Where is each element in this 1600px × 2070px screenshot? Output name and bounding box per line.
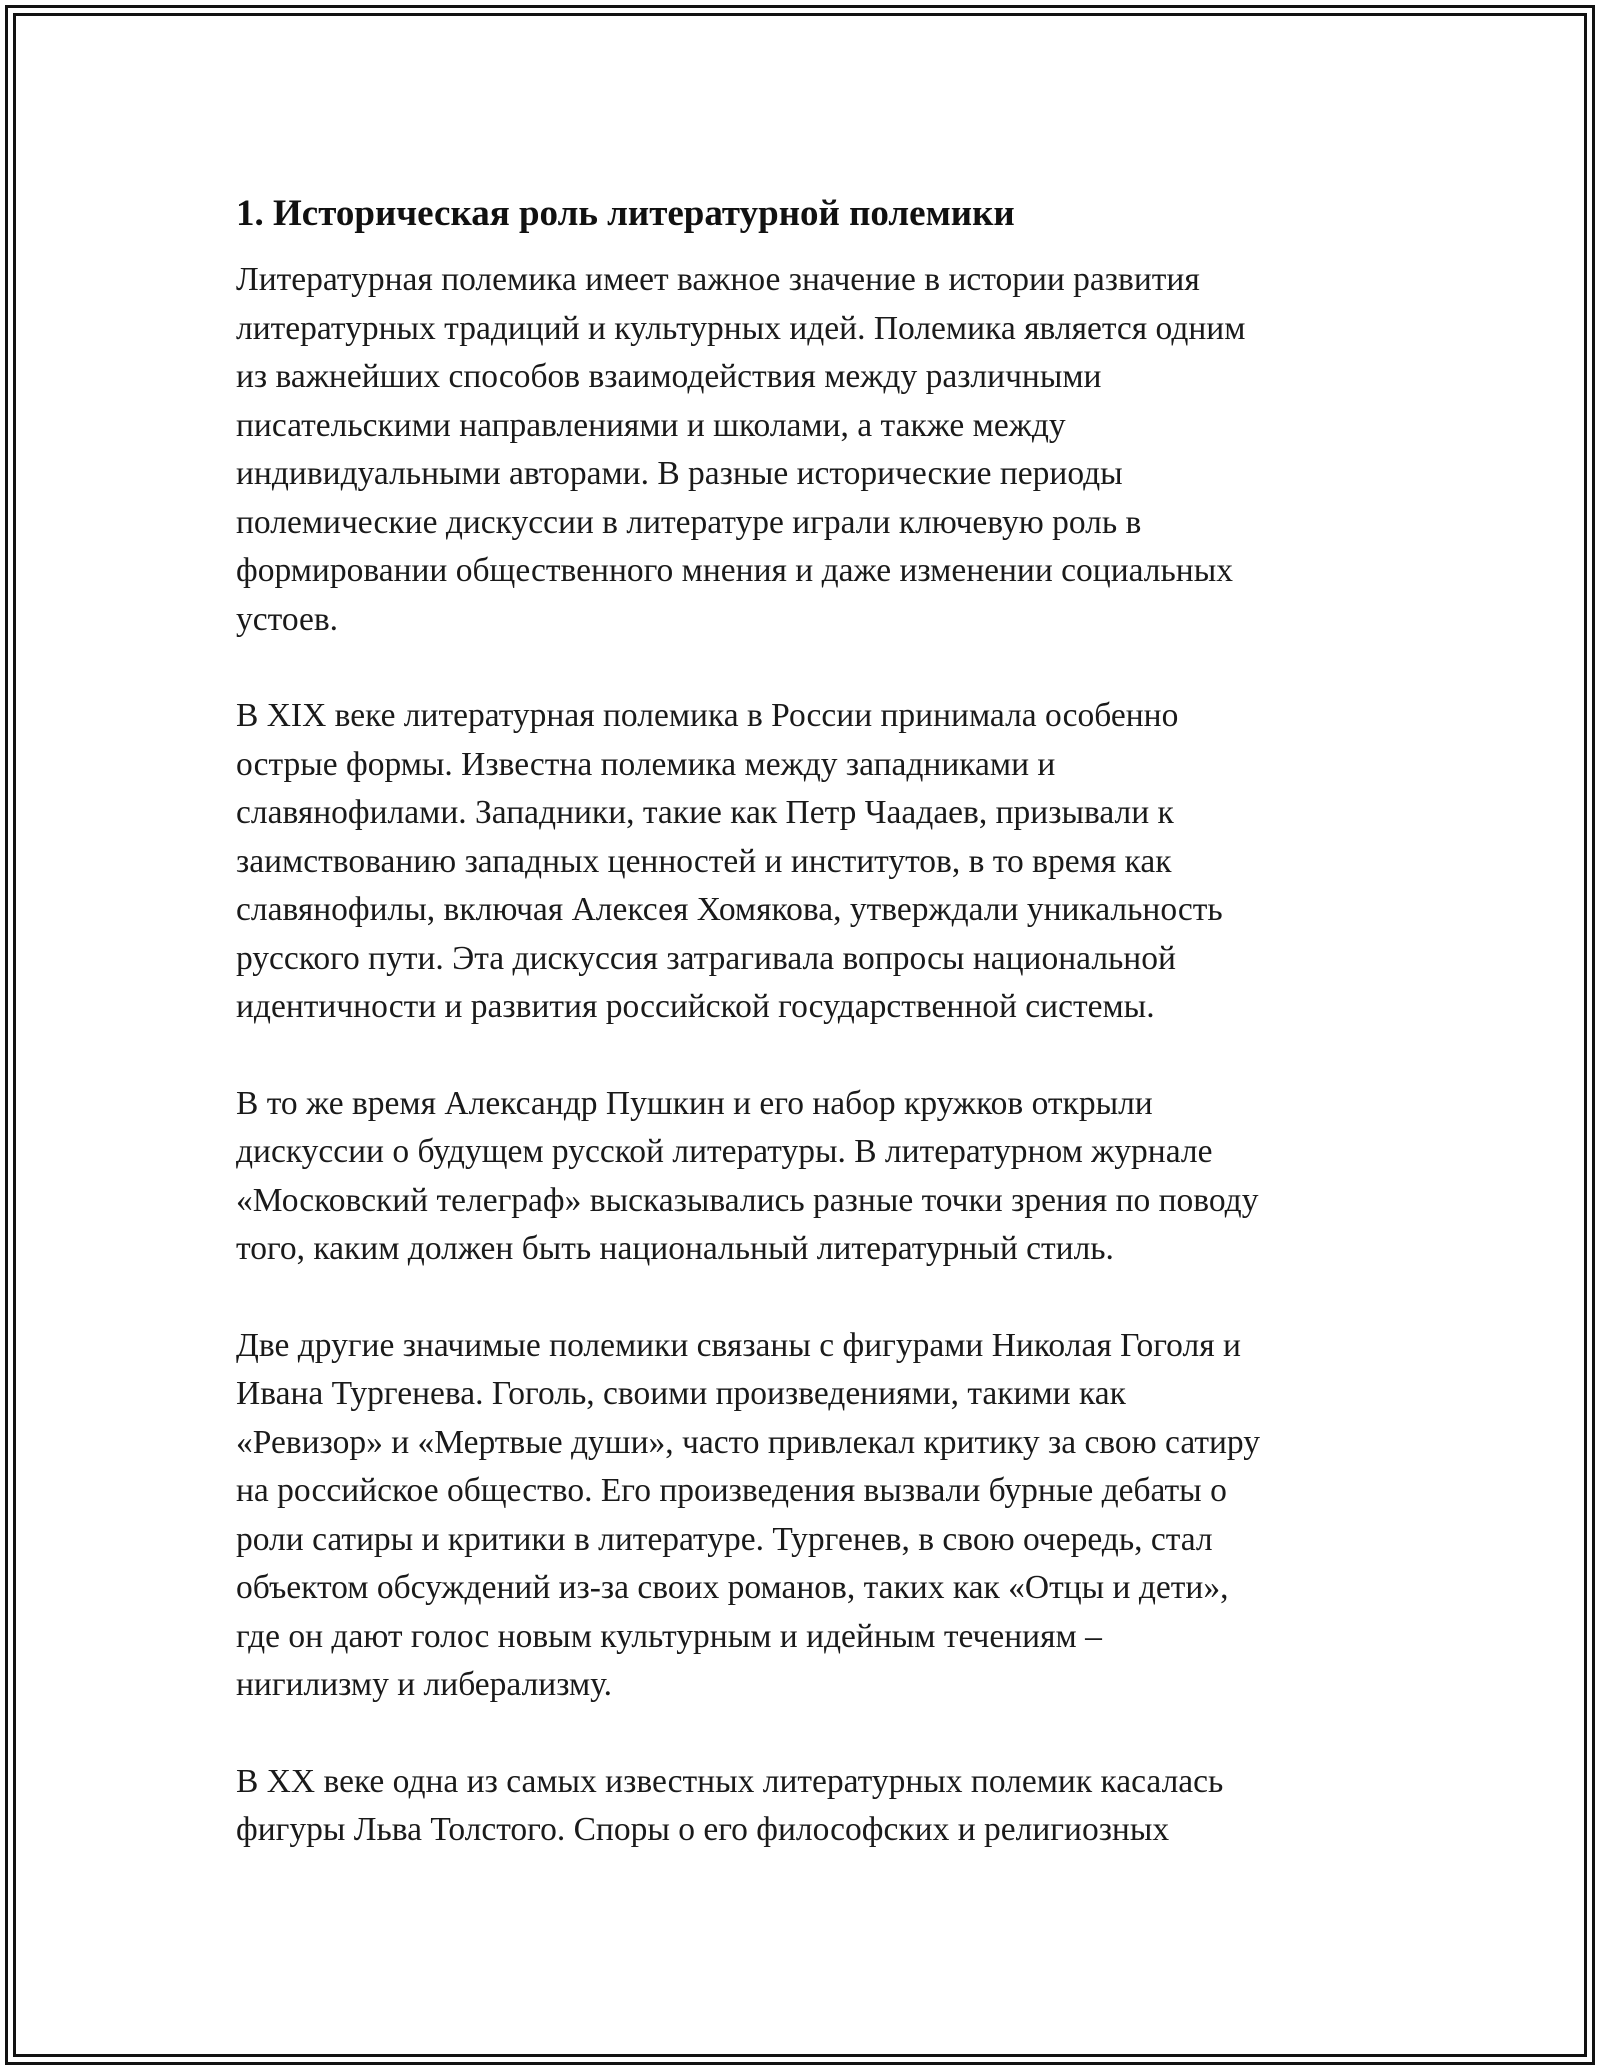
paragraph-line: формировании общественного мнения и даже изменении социальных: [236, 552, 1233, 589]
paragraph-2: [236, 692, 1386, 1032]
paragraph-line: литературных традиций и культурных идей. Полемика является одним: [236, 309, 1246, 347]
paragraph-line: где он дают голос новым культурным и идейным течениям –: [236, 1617, 1102, 1655]
paragraph-line: славянофилы, включая Алексея Хомякова, утверждали уникальность: [236, 891, 1223, 928]
paragraph-list: [236, 256, 1386, 1855]
paragraph-line: идентичности и развития российской государственной системы.: [236, 988, 1155, 1025]
paragraph-line: Литературная полемика имеет важное значение в истории развития: [236, 261, 1200, 298]
paragraph-line: Ивана Тургенева. Гоголь, своими произведениями, такими как: [236, 1375, 1126, 1412]
paragraph-line: В то же время Александр Пушкин и его набор кружков открыли: [236, 1084, 1153, 1122]
paragraph-line: славянофилами. Западники, такие как Петр Чаадаев, призывали к: [236, 794, 1174, 831]
paragraph-line: на российское общество. Его произведения вызвали бурные дебаты о: [236, 1472, 1227, 1509]
paragraph-line: русского пути. Эта дискуссия затрагивала вопросы национальной: [236, 939, 1176, 977]
paragraph-line: индивидуальными авторами. В разные исторические периоды: [236, 455, 1123, 492]
paragraph-line: В XX веке одна из самых известных литературных полемик касалась: [236, 1762, 1224, 1800]
paragraph-line: фигуры Льва Толстого. Споры о его философских и религиозных: [236, 1811, 1170, 1848]
section-heading: 1. Историческая роль литературной полемики: [236, 193, 1015, 234]
paragraph-5: [236, 1758, 1386, 1855]
paragraph-line: писательскими направлениями и школами, а также между: [236, 406, 1066, 444]
paragraph-line: заимствованию западных ценностей и институтов, в то время как: [236, 842, 1172, 880]
paragraph-line: Две другие значимые полемики связаны с фигурами Николая Гоголя и: [236, 1326, 1241, 1364]
paragraph-line: из важнейших способов взаимодействия между различными: [236, 358, 1102, 395]
paragraph-3: [236, 1080, 1386, 1274]
paragraph-line: устоев.: [236, 600, 339, 638]
paragraph-1: [236, 256, 1386, 644]
paragraph-line: дискуссии о будущем русской литературы. В литературном журнале: [236, 1133, 1213, 1170]
paragraph-line: того, каким должен быть национальный литературный стиль.: [236, 1230, 1114, 1267]
paragraph-line: «Ревизор» и «Мертвые души», часто привлекал критику за свою сатиру: [236, 1423, 1260, 1461]
paragraph-line: нигилизму и либерализму.: [236, 1666, 612, 1703]
paragraph-line: «Московский телеграф» высказывались разные точки зрения по поводу: [236, 1181, 1259, 1219]
paragraph-4: [236, 1322, 1386, 1710]
paragraph-line: объектом обсуждений из-за своих романов, таких как «Отцы и дети»,: [236, 1569, 1229, 1606]
paragraph-line: В XIX веке литературная полемика в России принимала особенно: [236, 697, 1179, 734]
paragraph-line: роли сатиры и критики в литературе. Тургенев, в свою очередь, стал: [236, 1520, 1213, 1558]
paragraph-line: полемические дискуссии в литературе играли ключевую роль в: [236, 503, 1142, 541]
document-body: [236, 186, 1386, 1855]
paragraph-line: острые формы. Известна полемика между западниками и: [236, 745, 1056, 783]
